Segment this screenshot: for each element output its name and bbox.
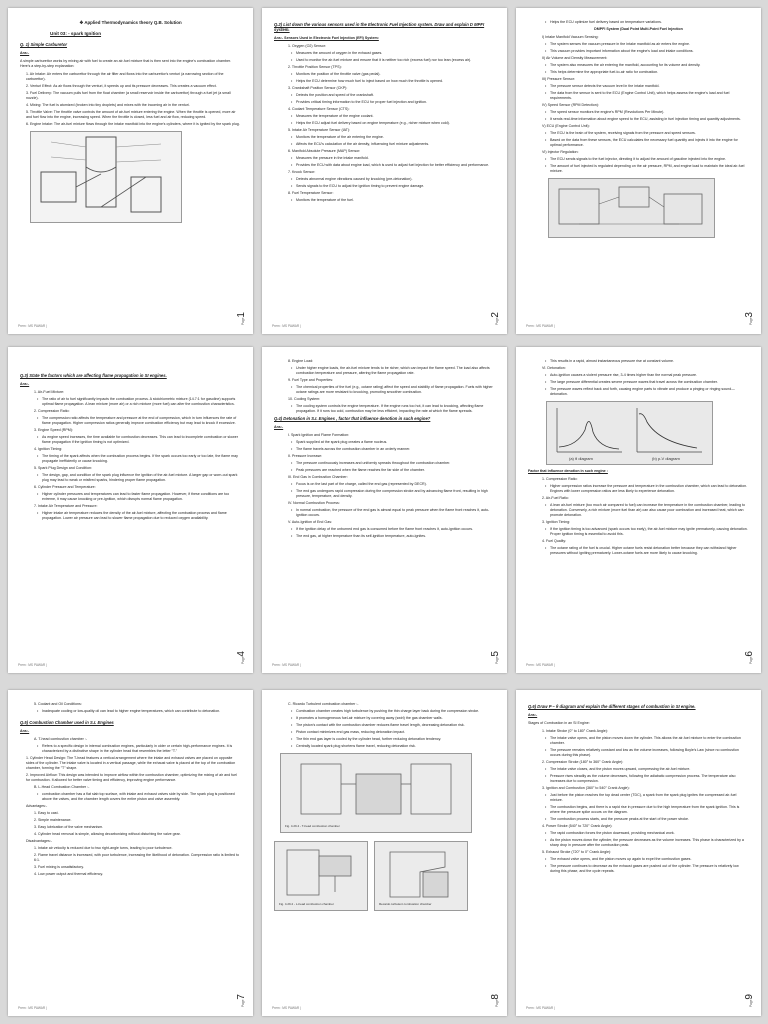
bullet-item: • The cooling system controls the engine temperature. If the engine runs too hot, it can lead to knocking, affecting flame propagation. If it runs too cold, combustion may be less efficient, impacting the rate at which the flame spreads.	[296, 404, 495, 414]
bullet-item: • As the piston moves down the cylinder, the pressure decreases as the volume increases. This phase is characterized by a sharp drop in pressure after the combustion peak.	[550, 838, 749, 848]
list-heading: C. Ricardo Turbulent combustion chamber :-	[288, 702, 359, 706]
list-item: 1. Intake air velocity is reduced due to two right-angle turns, leading to poor turbulence.	[34, 846, 173, 850]
bullet-item: • The ratio of air to fuel significantly impacts the combustion process. A stoichiometric mixture (14.7:1 for gasoline) supports optimal flame propagation. A lean mixture (more air) or a rich mixture (more fuel) can alter the combustion characteristics.	[42, 397, 241, 407]
figure-caption: Recardo turbulent combustion chamber	[379, 902, 432, 906]
bullet-item: • Under higher engine loads, the air-fuel mixture tends to be richer, which can impact the flame speed. The load also affects combustion temperature and pressure, altering the flame propagation rate.	[296, 366, 495, 376]
bullet-item: • The piston's contact with the combustion chamber reduces flame travel length, decreasing detonation risk.	[296, 723, 495, 728]
bullet-item: • Higher intake air temperature reduces the density of the air-fuel mixture, affecting the combustion process and flame propagation. Lower air pressure can lead to slower flame propagation due to reduced oxygen availability.	[42, 511, 241, 521]
bullet-item: • The amount of fuel injected is regulated depending on the air pressure, RPM, and engine load to maintain the ideal air-fuel mixture.	[550, 164, 749, 174]
question-heading: Q.5) Combustion Chamber used in S.I. Engines	[20, 720, 114, 725]
bullet-item: • Spark supplied at the spark plug creates a flame nucleus.	[296, 440, 495, 445]
list-heading: 3. Engine Speed (RPM):	[34, 428, 73, 432]
carburetor-diagram	[31, 132, 181, 222]
bullet-item: • The pressure continues to decrease as the exhaust gases are pushed out of the cylinder. The pressure is relatively low during this phase, and the cycle repeats.	[550, 864, 749, 874]
answer-label: Ans:-	[20, 729, 30, 733]
list-item: 2. Flame travel distance is increased, with poor turbulence, increasing the likelihood of detonation. Compression ratio is limited to 6:1.	[34, 853, 239, 862]
list-heading: 3. Ignition Timing:	[542, 520, 571, 524]
bullet-item: • The timing of the spark affects when the combustion process begins. If the spark occurs too early or too late, the flame may propagate inefficiently or cause knocking.	[42, 454, 241, 464]
list-heading: 4. Fuel Quality:	[542, 539, 567, 543]
list-item: 2. Improved Airflow: This design was intended to improve airflow within the combustion chamber, optimizing the mixing of air and fuel for combustion. It allowed for better valve timing and efficiency, improving engine performance.	[26, 773, 237, 782]
bullet-item: • The pressure waves reflect back and forth, causing engine parts to vibrate and produce a pinging or ringing sound—detonation.	[550, 387, 749, 397]
question-heading: Q.3) State the factors which are affecting flame propagation in SI engines.	[20, 373, 167, 378]
bullet-item: • Focus is on the last part of the charge, called the end gas (represented by DECR).	[296, 482, 495, 487]
document-page-1	[8, 8, 253, 334]
document-page-8	[262, 690, 507, 1016]
graph-label-b: (b) p-V diagram	[652, 456, 680, 461]
bullet-item: • In normal combustion, the pressure of the end gas is almost equal to peak pressure when the flame front reaches it, auto-ignition occurs.	[296, 508, 495, 518]
bullet-item: • Provides the ECU with data about engine load, which is used to adjust fuel injection for better efficiency and performance.	[296, 163, 495, 168]
list-item: 3. Fuel mixing is unsatisfactory.	[34, 865, 84, 869]
bullet-item: • Higher compression ratios increase the pressure and temperature in the combustion chamber, which can lead to detonation. Engines with lower compression ratios are less likely to experience detonation.	[550, 484, 749, 494]
pressure-graphs	[547, 402, 712, 464]
bullet-item: • Measures the amount of oxygen in the exhaust gases.	[296, 51, 495, 56]
bullet-item: • The rapid combustion forces the piston downward, providing mechanical work.	[550, 831, 749, 836]
bullet-item: • Measures the temperature of the engine coolant.	[296, 114, 495, 119]
bullet-item: • The pressure continuously increases and uniformly spreads throughout the combustion chamber.	[296, 461, 495, 466]
page-number: Page6	[744, 651, 755, 665]
bullet-item: • Monitors the temperature of the fuel.	[296, 198, 495, 203]
list-heading: 5. Coolant and Oil Conditions:	[34, 702, 82, 706]
list-heading: III. End Gas in Combustion Chamber:	[288, 475, 348, 479]
list-item: 2. Venturi Effect: As air flows through the venturi, it speeds up and its pressure decreases. This creates a vacuum effect.	[26, 84, 217, 88]
list-heading: V. Auto-Ignition of End Gas:	[288, 520, 333, 524]
document-page-9	[516, 690, 761, 1016]
list-item: 1. Air Intake: Air enters the carburettor through the air filter and flows into the carburettor's venturi (a narrowing section of the carburettor).	[26, 72, 224, 81]
list-heading: IV) Speed Sensor (RPM Detection):	[542, 103, 599, 107]
list-heading: 4. Ignition Timing:	[34, 447, 63, 451]
bullet-item: • Measures the pressure in the intake manifold.	[296, 156, 495, 161]
bullet-item: • Just before the piston reaches the top dead center (TDC), a spark from the spark plug ignites the compressed air-fuel mixture.	[550, 793, 749, 803]
bullet-item: • The octane rating of the fuel is crucial. Higher octane fuels resist detonation better because they can withstand higher pressures without igniting prematurely. Lower-octane fuels are more likely to cause knocking.	[550, 546, 749, 556]
list-heading: IV. Normal Combustion Process:	[288, 501, 340, 505]
document-page-2	[262, 8, 507, 334]
list-heading: 6. Manifold Absolute Pressure (MAP) Sensor:	[288, 149, 361, 153]
list-item: 4. Mixing: The fuel is atomized (broken into tiny droplets) and mixes with the incoming air in the venturi.	[26, 103, 190, 107]
list-heading: 1. Compression Ratio:	[542, 477, 578, 481]
bullet-item: • Used to monitor the air-fuel mixture and ensure that it is neither too rich (excess fuel) nor too lean (excess air).	[296, 58, 495, 63]
bullet-item: • Combustion chamber creates high turbulence by pushing the thin charge layer back during the compression stroke.	[296, 709, 495, 714]
bullet-item: • The intake valve closes, and the piston moves upward, compressing the air-fuel mixture.	[550, 767, 749, 772]
list-heading: 3. Crankshaft Position Sensor (CKP):	[288, 86, 348, 90]
bullet-item: • A lean air-fuel mixture (too much air compared to fuel) can increase the temperature in the combustion chamber, leading to detonation. Conversely, a rich mixture (more fuel than air) can also cause poor combustion and increased heat, which can promote detonation.	[550, 503, 749, 518]
page-number: Page7	[236, 994, 247, 1008]
question-heading: Q.6) Draw P – θ diagram and explain the different stages of combustion in SI engine.	[528, 704, 696, 709]
list-heading: I) Intake Manifold Vacuum Sensing:	[542, 35, 599, 39]
page-footer: Prem : MS PAWAR |	[526, 1006, 555, 1010]
document-page-3	[516, 8, 761, 334]
bullet-item: • This results in a rapid, almost instantaneous pressure rise at constant volume.	[550, 359, 749, 364]
list-heading: 8. Engine Load:	[288, 359, 314, 363]
list-heading: 7. Intake Air Temperature and Pressure:	[34, 504, 98, 508]
detonation-graph-figure	[546, 401, 713, 465]
list-heading: 10. Cooling System:	[288, 397, 321, 401]
answer-label: Ans:-	[274, 425, 284, 429]
list-heading: Disadvantages:-	[26, 839, 52, 843]
dmpfi-system-figure	[548, 178, 715, 238]
bullet-item: • The design, gap, and condition of the spark plug influence the ignition of the air-fuel mixture. A larger gap or worn-out spark plug may lead to weak or misfired sparks, hindering proper flame propagation.	[42, 473, 241, 483]
page-number: Page1	[236, 312, 247, 326]
bullet-item: • As engine speed increases, the time available for combustion decreases. This can lead to incomplete combustion or slower flame propagation if the ignition timing is not optimized.	[42, 435, 241, 445]
document-page-6	[516, 347, 761, 673]
bullet-item: • Helps the ECU optimize fuel delivery based on temperature variations.	[550, 20, 749, 25]
bullet-item: • The data from the sensor is sent to the ECU (Engine Control Unit), which helps assess the engine's load and fuel requirements.	[550, 91, 749, 101]
bullet-item: • The exhaust valve opens, and the piston moves up again to expel the combustion gases.	[550, 857, 749, 862]
unit-title: Unit 03: - spark Ignition	[50, 31, 102, 36]
list-heading: 1. Air-Fuel Mixture:	[34, 390, 65, 394]
carburetor-figure	[30, 131, 182, 223]
page-number: Page5	[490, 651, 501, 665]
list-item: 5. Throttle Valve: The throttle valve controls the amount of air-fuel mixture entering the engine. When the throttle is opened, more air and fuel flow into the engine, increasing speed. When the throttle is closed, less fuel and air flow, reducing speed.	[26, 110, 236, 119]
list-heading: 2. Compression Stroke (180° to 360° Crank Angle):	[542, 760, 624, 764]
bullet-item: • The combustion begins, and there is a rapid rise in pressure due to the high temperature from the spark ignition. This is where the pressure spike occurs on the diagram.	[550, 805, 749, 815]
bullet-item: • Centrally located spark plug shortens flame travel, reducing detonation risk.	[296, 744, 495, 749]
bullet-item: • Affects the ECU's calculation of the air density, influencing fuel mixture adjustments.	[296, 142, 495, 147]
page-footer: Prem : MS PAWAR |	[526, 663, 555, 667]
list-item: 1. Cylinder Head Design: The T-head features a vertical arrangement where the intake and exhaust valves are placed on opposite sides of the cylinder. The intake valve is located in a vertical passage, while the exhaust valve is placed at the top of the combustion chamber, forming the "T" shape.	[26, 756, 236, 770]
figure-caption: Fig. 4.29.2 - L-head combustion chamber	[279, 902, 334, 906]
bullet-item: • The end gas undergoes rapid compression during the compression stroke and by advancing flame front, resulting in high pressure, temperature, and density.	[296, 489, 495, 499]
list-heading: 5. Intake Air Temperature Sensor (IAT):	[288, 128, 351, 132]
list-item: 2. Simple maintenance.	[34, 818, 72, 822]
section-title: Factor that influence denotion in such engine :	[528, 469, 608, 473]
bullet-item: • Inadequate cooling or low-quality oil can lead to higher engine temperatures, which can contribute to detonation.	[42, 709, 241, 714]
question-heading: Q.2) List down the various sensors used in the Electronic Fuel Injection system. Draw and explain D MPFI system.	[274, 22, 485, 32]
page-number: Page4	[236, 651, 247, 665]
bullet-item: • If the ignition timing is too advanced (spark occurs too early), the air-fuel mixture may ignite prematurely, causing detonation. Proper ignition timing is essential to avoid this.	[550, 527, 749, 537]
list-heading: II. Pressure Increase:	[288, 454, 323, 458]
list-heading: 2. Compression Ratio:	[34, 409, 70, 413]
page-number: Page3	[744, 312, 755, 326]
list-heading: 5. Exhaust Stroke (720° to 0° Crank Angle):	[542, 850, 612, 854]
bullet-item: • The ECU is the brain of the system, receiving signals from the pressure and speed sensors.	[550, 131, 749, 136]
bullet-item: • The speed sensor monitors the engine's RPM (Revolutions Per Minute).	[550, 110, 749, 115]
list-heading: 4. Power Stroke (540° to 720° Crank Angle):	[542, 824, 613, 828]
bullet-item: • The thin end gas layer is cooled by the cylinder head, further reducing detonation tendency.	[296, 737, 495, 742]
list-heading: 4. Coolant Temperature Sensor (CTS):	[288, 107, 350, 111]
t-head-figure	[280, 753, 472, 833]
ricardo-diagram	[375, 842, 467, 910]
bullet-item: • The flame travels across the combustion chamber in an orderly manner.	[296, 447, 495, 452]
dmpfi-diagram	[549, 179, 714, 237]
list-heading: 1. Intake Stroke (0° to 180° Crank Angle):	[542, 729, 608, 733]
figure-caption: Fig. 4.29.4 - T-head combustion chamber	[285, 824, 340, 828]
bullet-item: • Peak pressures are reached when the flame reaches the far side of the chamber.	[296, 468, 495, 473]
document-page-5	[262, 347, 507, 673]
bullet-item: • Detects the position and speed of the crankshaft.	[296, 93, 495, 98]
document-header: ❖ Applied Thermodynamics theory Q.B. Solution	[79, 20, 182, 25]
page-number: Page9	[744, 994, 755, 1008]
bullet-item: • The pressure sensor detects the vacuum level in the intake manifold.	[550, 84, 749, 89]
list-heading: 3. Ignition and Combustion (360° to 540° Crank Angle):	[542, 786, 630, 790]
list-item: 6. Engine Intake: The air-fuel mixture flows through the intake manifold into the engine's cylinders, where it is ignited by the spark plug.	[26, 122, 240, 126]
list-heading: 5. Spark Plug Design and Condition:	[34, 466, 92, 470]
list-heading: II) Air Volume and Density Measurement:	[542, 56, 608, 60]
list-item: 4. Low power output and thermal efficiency.	[34, 872, 103, 876]
bullet-item: • If the ignition delay of the unburned end gas is consumed before the flame front reaches it, auto-ignition occurs.	[296, 527, 495, 532]
list-item: 1. Easy to cast.	[34, 811, 59, 815]
page-footer: Prem : MS PAWAR |	[526, 324, 555, 328]
bullet-item: • Based on the data from these sensors, the ECU calculates the necessary fuel quantity and injects it into the engine for optimal performance.	[550, 138, 749, 148]
list-heading: A. T-head combustion chamber :-	[34, 737, 88, 741]
bullet-item: • Higher cylinder pressures and temperatures can lead to faster flame propagation. However, if these conditions are too extreme, it may cause knocking or pre-ignition, which disrupts normal flame propagation.	[42, 492, 241, 502]
paragraph: Stages of Combustion in an SI Engine:	[528, 721, 590, 725]
bullet-item: • Helps the ECU adjust fuel delivery based on engine temperature (e.g., richer mixture when cold).	[296, 121, 495, 126]
answer-label: Ans:-	[20, 51, 30, 55]
bullet-item: • The end gas, at higher temperature than its self-ignition temperature, auto-ignites.	[296, 534, 495, 539]
graph-label-a: (a) θ diagram	[569, 456, 593, 461]
t-head-diagram	[281, 754, 471, 832]
paragraph: A simple carburettor works by mixing air with fuel to create an air-fuel mixture that is then sent into the engine's combustion chamber. Here's a step-by-step explanation:	[20, 59, 232, 68]
list-heading: VI. Detonation:	[542, 366, 566, 370]
bullet-item: • The system senses the vacuum pressure in the intake manifold as air enters the engine.	[550, 42, 749, 47]
bullet-item: • Pressure rises steadily as the volume decreases, following the adiabatic compression process. The temperature also increases due to compression.	[550, 774, 749, 784]
list-heading: 1. Oxygen (O2) Sensor:	[288, 44, 326, 48]
bullet-item: • This vacuum provides important information about the engine's load and intake conditions.	[550, 49, 749, 54]
bullet-item: • The system also measures the air entering the manifold, accounting for its volume and density.	[550, 63, 749, 68]
answer-label: Ans:-	[20, 382, 30, 386]
list-item: 3. Fuel Delivery: The vacuum pulls fuel from the float chamber (a small reservoir inside the carburettor) through a fuel jet (a small nozzle).	[26, 91, 231, 100]
bullet-item: • Monitors the position of the throttle valve (gas pedal).	[296, 72, 495, 77]
bullet-item: • Sends signals to the ECU to adjust the ignition timing to prevent engine damage.	[296, 184, 495, 189]
page-footer: Prem : MS PAWAR |	[272, 663, 301, 667]
bullet-item: • The intake valve opens, and the piston moves down the cylinder. This allows the air-fuel mixture to enter the combustion chamber.	[550, 736, 749, 746]
list-item: 4. Cylinder head removal is simple, allowing decarbonizing without disturbing the valve gear.	[34, 832, 181, 836]
bullet-item: • The combustion process starts, and the pressure peaks at the start of the power stroke.	[550, 817, 749, 822]
list-heading: 2. Throttle Position Sensor (TPS):	[288, 65, 342, 69]
ricardo-figure	[374, 841, 468, 911]
bullet-item: • The pressure remains relatively constant and low as the volume increases, following Boyle's Law (since no combustion occurs during this phase).	[550, 748, 749, 758]
bullet-item: • Piston contact minimizes end gas mass, reducing detonation impact.	[296, 730, 495, 735]
bullet-item: • It sends real-time information about engine speed to the ECU, assisting in fuel injection timing and quantity adjustments.	[550, 117, 749, 122]
document-page-7	[8, 690, 253, 1016]
page-footer: Prem : MS PAWAR |	[272, 324, 301, 328]
answer-label: Ans:- Sensors Used in Electronic Fuel Injection (EFI) System:	[274, 36, 379, 40]
bullet-item: • The ECU sends signals to the fuel injector, directing it to adjust the amount of gasoline injected into the engine.	[550, 157, 749, 162]
bullet-item: • Refers to a specific design in internal combustion engines, particularly in older or certain high-performance engines. It is characterized by a distinctive shape in the cylinder head that resembles the letter "T."	[42, 744, 241, 754]
bullet-item: • It promotes a homogeneous fuel-air mixture by covering away (swirl) the gas chamber walls.	[296, 716, 495, 721]
list-heading: VI) Injector Regulation:	[542, 150, 579, 154]
page-number: Page8	[490, 994, 501, 1008]
list-heading: 7. Knock Sensor:	[288, 170, 316, 174]
list-heading: 6. Cylinder Pressure and Temperature:	[34, 485, 96, 489]
list-heading: 9. Fuel Type and Properties:	[288, 378, 334, 382]
bullet-item: • This helps determine the appropriate fuel-to-air ratio for combustion.	[550, 70, 749, 75]
page-footer: Prem : MS PAWAR |	[272, 1006, 301, 1010]
answer-label: Ans:-	[528, 713, 538, 717]
l-head-figure	[274, 841, 368, 911]
section-title: DMPFI System (Dual Point Multi-Point Fuel Injection	[594, 27, 683, 31]
page-footer: Prem : MS PAWAR |	[18, 663, 47, 667]
page-number: Page2	[490, 312, 501, 326]
bullet-item: • Provides critical timing information to the ECU for proper fuel injection and ignition.	[296, 100, 495, 105]
list-heading: Advantages:-	[26, 804, 48, 808]
page-footer: Prem : MS PAWAR |	[18, 1006, 47, 1010]
bullet-item: • The large pressure differential creates severe pressure waves that travel across the combustion chamber.	[550, 380, 749, 385]
question-heading: Q. 1) Simple Carburetor	[20, 42, 68, 47]
bullet-item: • Monitors the temperature of the air entering the engine.	[296, 135, 495, 140]
list-item: 3. Easy lubrication of the valve mechanism.	[34, 825, 104, 829]
list-heading: 2. Air-Fuel Ratio:	[542, 496, 569, 500]
list-heading: I. Spark Ignition and Flame Formation:	[288, 433, 350, 437]
bullet-item: • The chemical properties of the fuel (e.g., octane rating) affect the speed and stability of flame propagation. Fuels with higher octane ratings are more resistant to knocking, promoting smoother combustion.	[296, 385, 495, 395]
bullet-item: • Auto-ignition causes a violent pressure rise, 3-4 times higher than the normal peak pressure.	[550, 373, 749, 378]
bullet-item: • Helps the ECU determine how much fuel to inject based on how much the throttle is opened.	[296, 79, 495, 84]
bullet-item: • combustion chamber has a flat slab top surface, with intake and exhaust valves side by side. The spark plug is positioned above the valves, and the chamber length covers the entire piston and valve assembly.	[42, 792, 241, 802]
bullet-item: • The compression ratio affects the temperature and pressure at the end of compression, which in turn influences the rate of flame propagation. Higher compression ratios generally improve combustion efficiency but may lead to knock if excessive.	[42, 416, 241, 426]
list-heading: III) Pressure Sensor:	[542, 77, 575, 81]
document-page-4	[8, 347, 253, 673]
l-head-diagram	[275, 842, 367, 910]
list-heading: B. L-Head Combustion Chamber :-	[34, 785, 90, 789]
list-heading: V) ECU (Engine Control Unit):	[542, 124, 590, 128]
bullet-item: • Detects abnormal engine vibrations caused by knocking (pre-detonation).	[296, 177, 495, 182]
question-heading: Q.4) Detonation in S.I. Engines , factor that influence denotion in such engine?	[274, 416, 431, 421]
list-heading: 8. Fuel Temperature Sensor:	[288, 191, 334, 195]
page-footer: Prem : MS PAWAR |	[18, 324, 47, 328]
